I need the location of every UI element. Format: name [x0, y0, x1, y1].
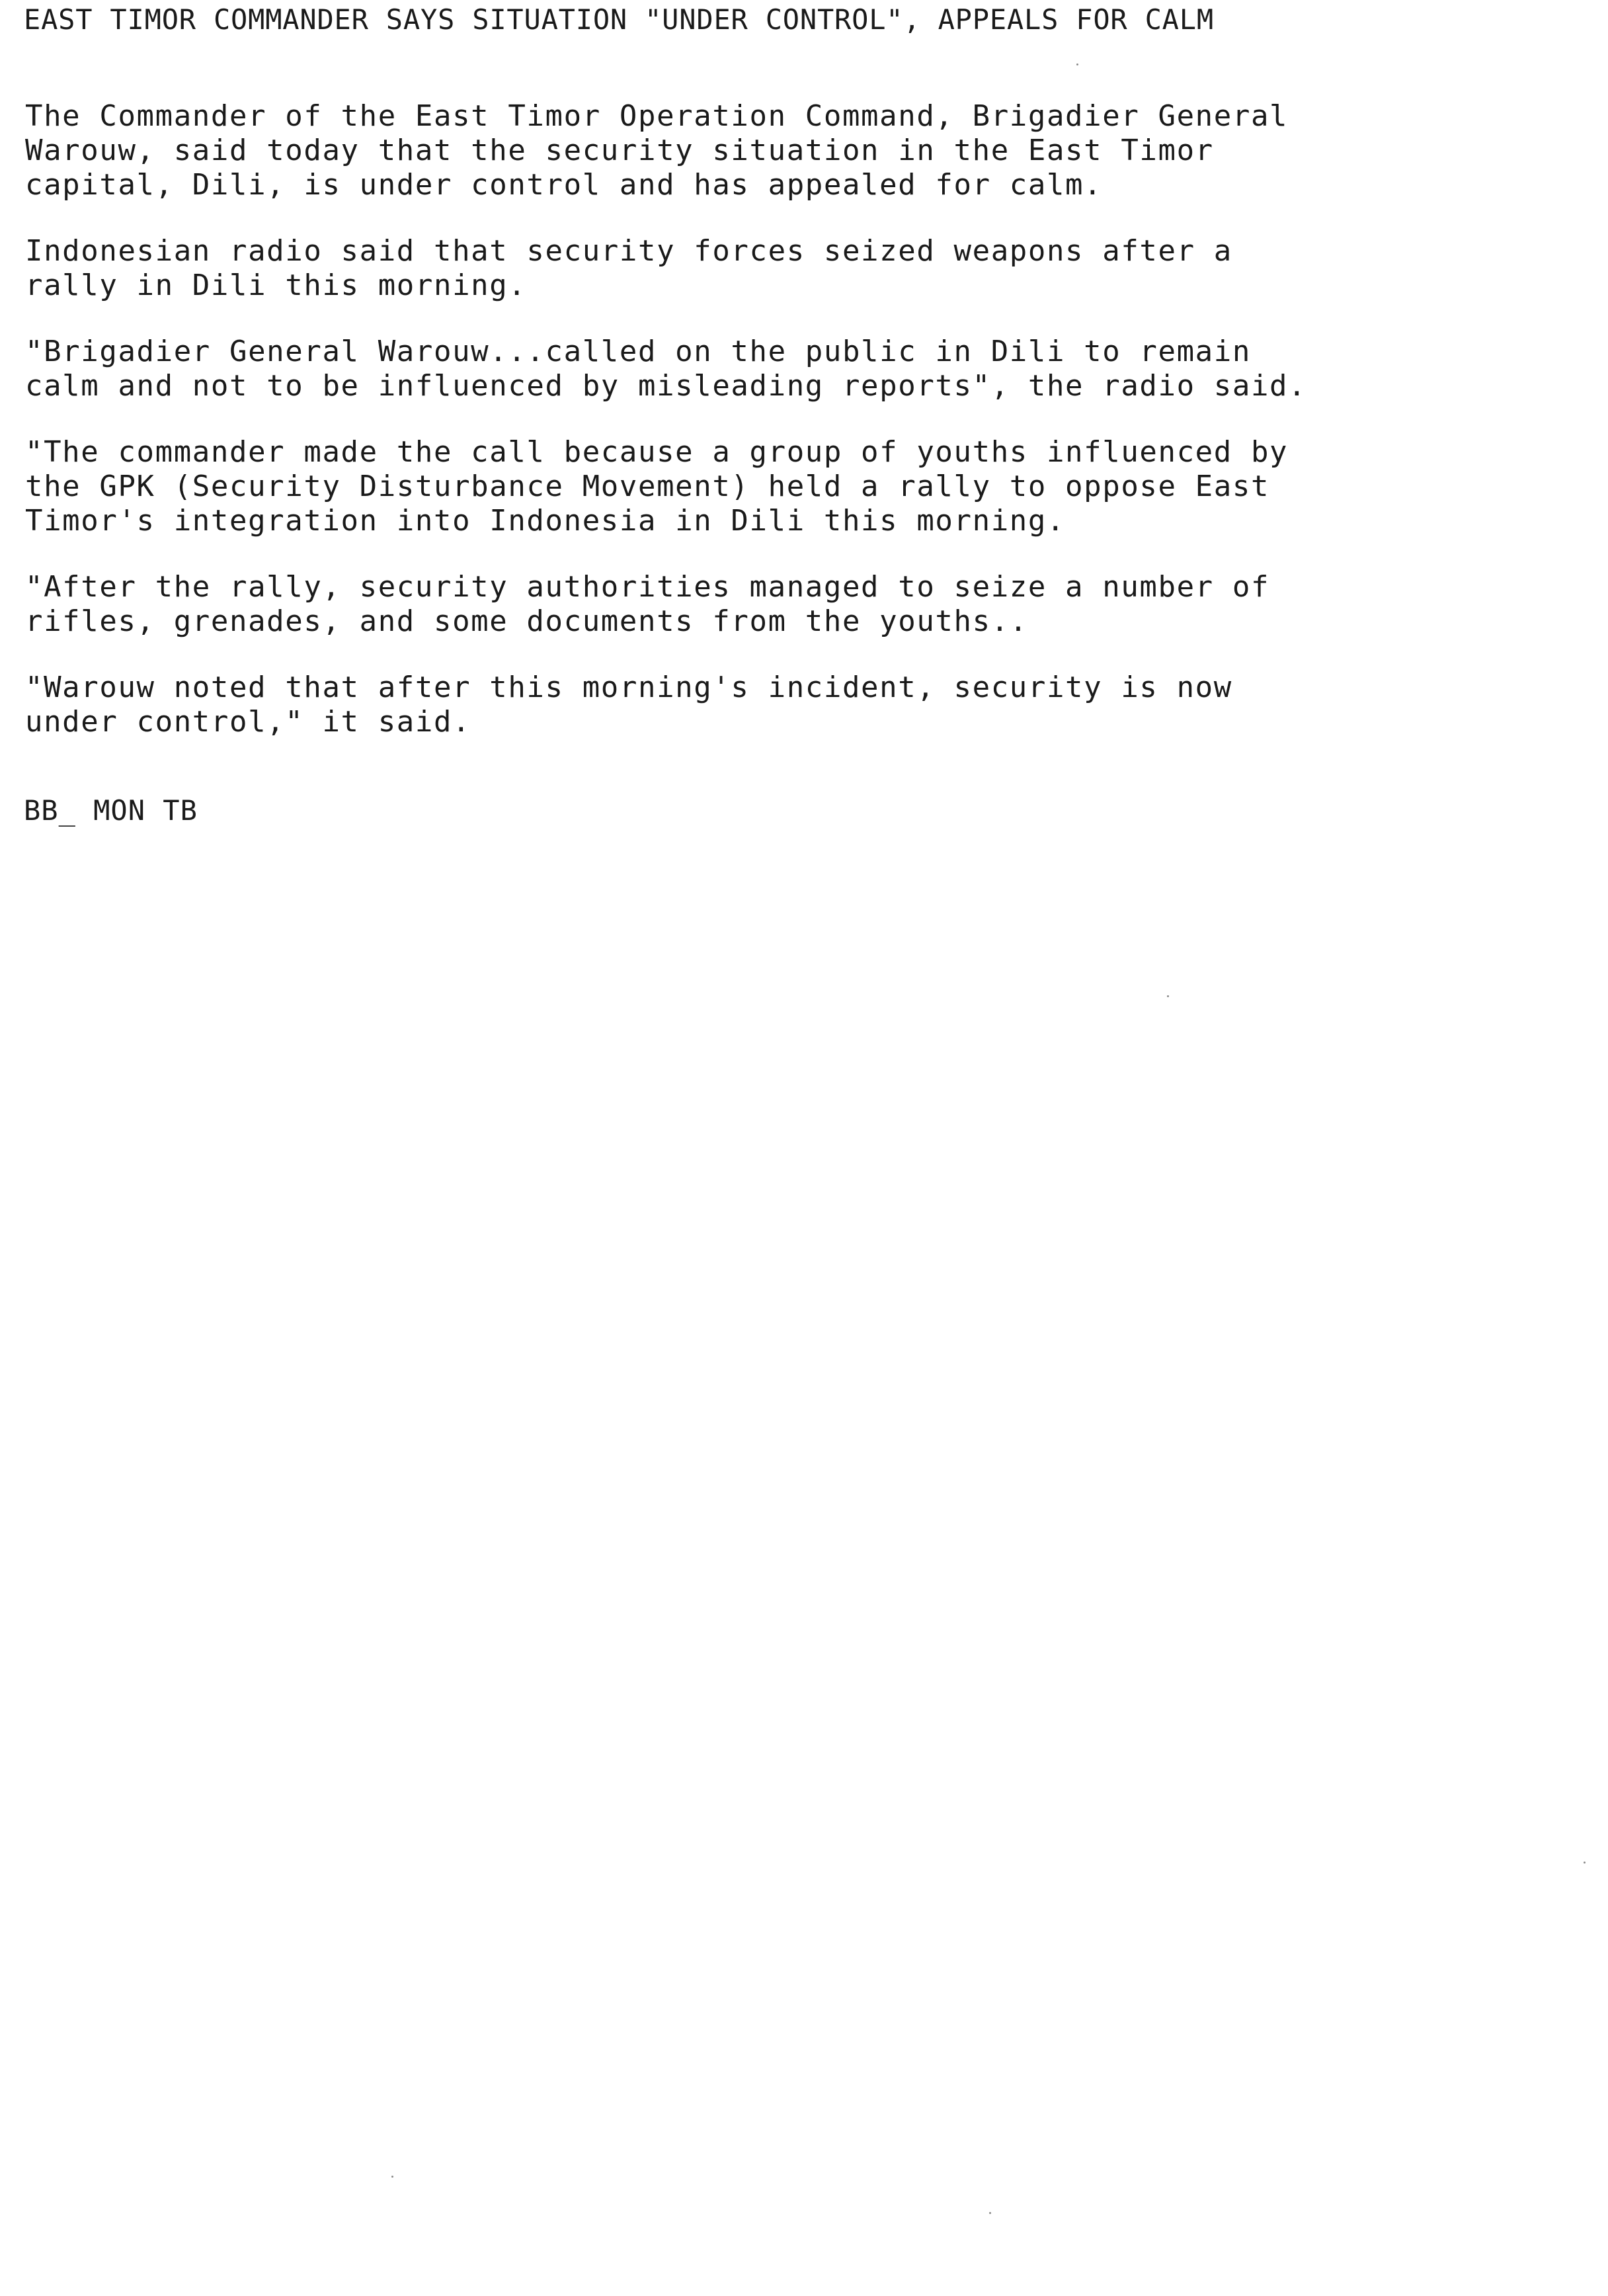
scan-speck — [1584, 1862, 1586, 1864]
paragraph-5 — [25, 570, 1546, 639]
text-line: "After the rally, security authorities managed to seize a number of — [25, 570, 1270, 604]
text-line: Warouw, said today that the security situation in the East Timor — [25, 134, 1214, 167]
text-line: rifles, grenades, and some documents from the youths.. — [25, 604, 1028, 638]
scan-speck — [989, 2212, 991, 2214]
text-line: The Commander of the East Timor Operation Command, Brigadier General — [25, 99, 1289, 133]
scan-speck — [1076, 63, 1078, 65]
scan-speck — [391, 2176, 393, 2178]
text-line: under control," it said. — [25, 705, 471, 739]
text-line: "Brigadier General Warouw...called on the public in Dili to remain — [25, 335, 1251, 368]
text-line: Indonesian radio said that security forces seized weapons after a — [25, 234, 1232, 268]
text-line: capital, Dili, is under control and has appealed for calm. — [25, 168, 1103, 202]
text-line: "Warouw noted that after this morning's incident, security is now — [25, 671, 1232, 704]
paragraph-3 — [25, 335, 1546, 403]
scan-speck — [1167, 995, 1169, 997]
paragraph-6 — [25, 671, 1546, 739]
dateline: BB_ MON TB — [24, 794, 198, 827]
text-line: the GPK (Security Disturbance Movement) held a rally to oppose East — [25, 470, 1270, 503]
headline: EAST TIMOR COMMANDER SAYS SITUATION "UNDER CONTROL", APPEALS FOR CALM — [24, 3, 1214, 36]
paragraph-4 — [25, 435, 1546, 538]
text-line: Timor's integration into Indonesia in Dili this morning. — [25, 504, 1066, 538]
text-line: "The commander made the call because a group of youths influenced by — [25, 435, 1289, 469]
text-line: calm and not to be influenced by misleading reports", the radio said. — [25, 369, 1307, 403]
text-line: rally in Dili this morning. — [25, 268, 527, 302]
paragraph-1 — [25, 99, 1546, 202]
article-body — [25, 99, 1546, 771]
paragraph-2 — [25, 234, 1546, 303]
